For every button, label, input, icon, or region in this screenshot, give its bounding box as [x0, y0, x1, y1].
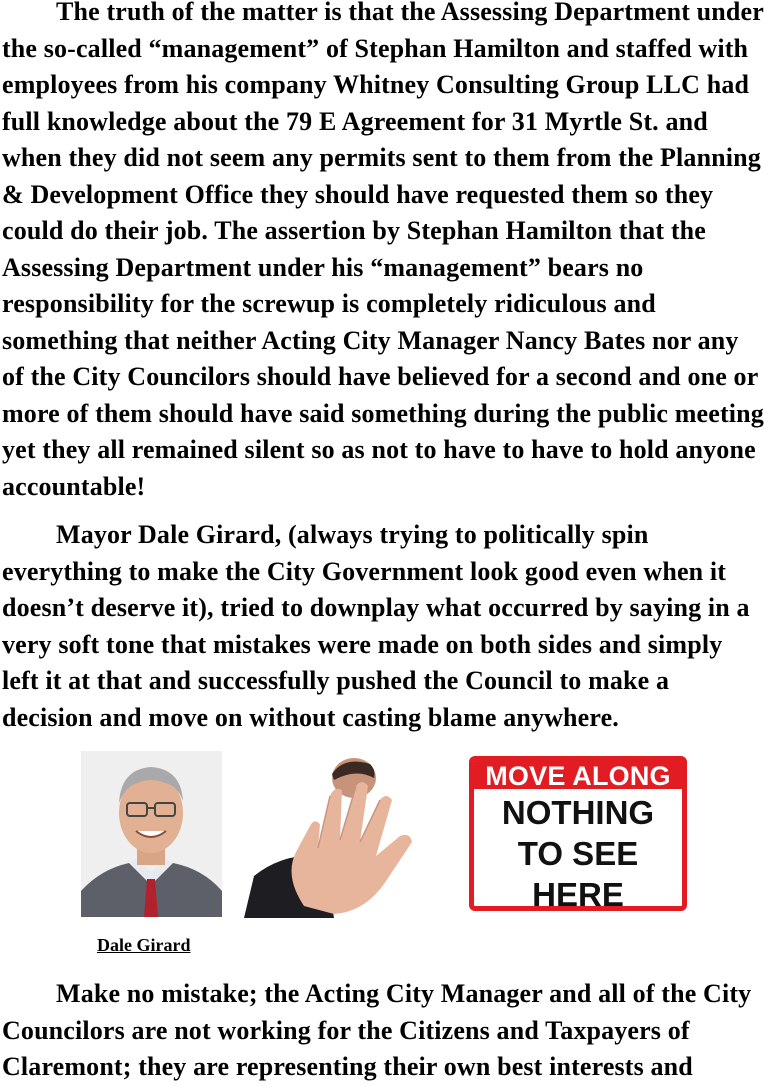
stop-hand-photo: [244, 756, 434, 918]
paragraph-3: Make no mistake; the Acting City Manager and all of the City Councilors are not working for the Citizens and Taxpayers of Claremont; they are representing their own best interests and: [2, 979, 752, 1081]
paragraph-2: Mayor Dale Girard, (always trying to politically spin everything to make the City Government look good even when it doesn’t deserve it), tried to downplay what occurred by saying in a very soft tone that mistakes were made on both sides and simply left it at that and successfully pushed the Council to make a decision and move on without casting blame anywhere.: [2, 520, 750, 732]
photo-caption: Dale Girard: [97, 935, 191, 955]
paragraph-1: The truth of the matter is that the Assessing Department under the so-called “management” of Stephan Hamilton and staffed with employees from his company Whitney Consulting Group LLC had full knowledge about the 79 E Agreement for 31 Myrtle St. and when they did not seem any permits sent to them from the Planning & Development Office they should have requested them so they could do their job. The assertion by Stephan Hamilton that the Assessing Department under his “management” bears no responsibility for the screwup is completely ridiculous and something that neither Acting City Manager Nancy Bates nor any of the City Councilors should have believed for a second and one or more of them should have said something during the public meeting yet they all remained silent so as not to have to have to hold anyone accountable!: [2, 0, 764, 501]
move-along-sign: [469, 756, 687, 911]
portrait-illustration: [81, 751, 222, 917]
sign-body: NOTHING TO SEE HERE: [501, 794, 655, 911]
dale-girard-photo: [81, 751, 222, 917]
sign-header: MOVE ALONG: [474, 761, 682, 789]
hand-illustration: [244, 756, 434, 918]
